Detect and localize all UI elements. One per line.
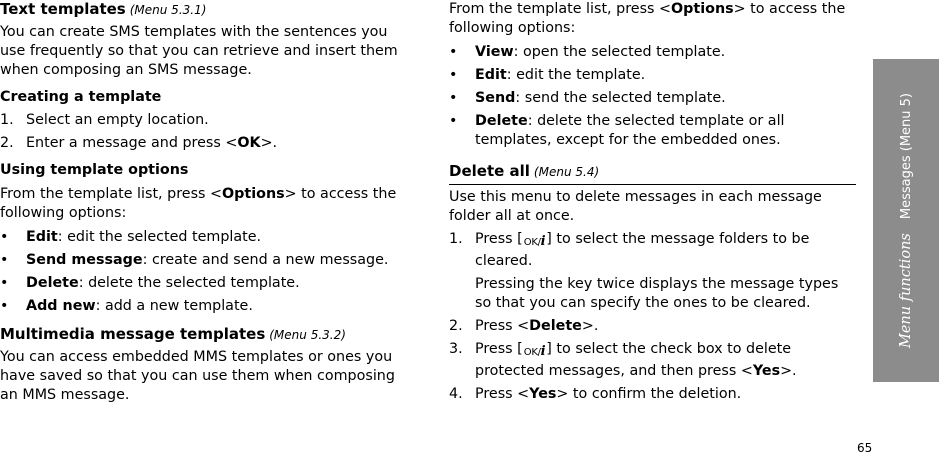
side-tab-subtitle: Messages (Menu 5)	[898, 93, 914, 220]
delete-step-1-note: Pressing the key twice displays the message types so that you can specify the ones to be cleared.	[475, 276, 839, 311]
delete-step-2: 2. Press <Delete>.	[449, 318, 599, 334]
delete-step-1: 1. Press [OK/i] to select the message folders to be cleared.	[449, 231, 810, 269]
multimedia-templates-description: You can access embedded MMS templates or ones you have saved so that you can use them when composing an MMS message.	[0, 349, 395, 403]
ok-info-key-icon: OK/i	[523, 344, 546, 359]
section-divider	[449, 184, 856, 185]
subheading-creating-template: Creating a template	[0, 89, 162, 105]
chapter-side-tab	[873, 59, 939, 382]
delete-step-3: 3. Press [OK/i] to select the check box to delete protected messages, and then press <Yes>.	[449, 341, 797, 379]
side-tab-title: Menu functions	[898, 233, 914, 348]
option-view: • View: open the selected template.	[449, 44, 726, 60]
ok-info-key-icon: OK/i	[523, 234, 546, 249]
option-add-new: • Add new: add a new template.	[0, 298, 253, 314]
option-edit-template: • Edit: edit the template.	[449, 67, 646, 83]
view-options-intro: From the template list, press <Options> to access the following options:	[449, 1, 846, 36]
option-send-message: • Send message: create and send a new message.	[0, 252, 389, 268]
right-column	[449, 0, 859, 404]
option-delete: • Delete: delete the selected template.	[0, 275, 300, 291]
section-heading-text-templates: Text templates (Menu 5.3.1)	[0, 0, 207, 18]
create-step-1: 1. Select an empty location.	[0, 112, 209, 128]
using-options-intro: From the template list, press <Options> to access the following options:	[0, 186, 397, 221]
left-column	[0, 0, 408, 405]
section-heading-delete-all: Delete all (Menu 5.4)	[449, 162, 600, 180]
delete-all-description: Use this menu to delete messages in each message folder all at once.	[449, 189, 822, 224]
option-edit: • Edit: edit the selected template.	[0, 229, 262, 245]
create-step-2: 2. Enter a message and press <OK>.	[0, 135, 278, 151]
delete-step-4: 4. Press <Yes> to confirm the deletion.	[449, 386, 742, 402]
option-delete-template: • Delete: delete the selected template or all templates, except for the embedded ones.	[449, 113, 785, 148]
subheading-using-template-options: Using template options	[0, 162, 189, 178]
text-templates-description: You can create SMS templates with the sentences you use frequently so that you can retrieve and insert them when composing an SMS message.	[0, 24, 398, 78]
option-send: • Send: send the selected template.	[449, 90, 726, 106]
section-heading-multimedia-templates: Multimedia message templates (Menu 5.3.2)	[0, 325, 346, 343]
page-number: 65	[857, 441, 873, 455]
